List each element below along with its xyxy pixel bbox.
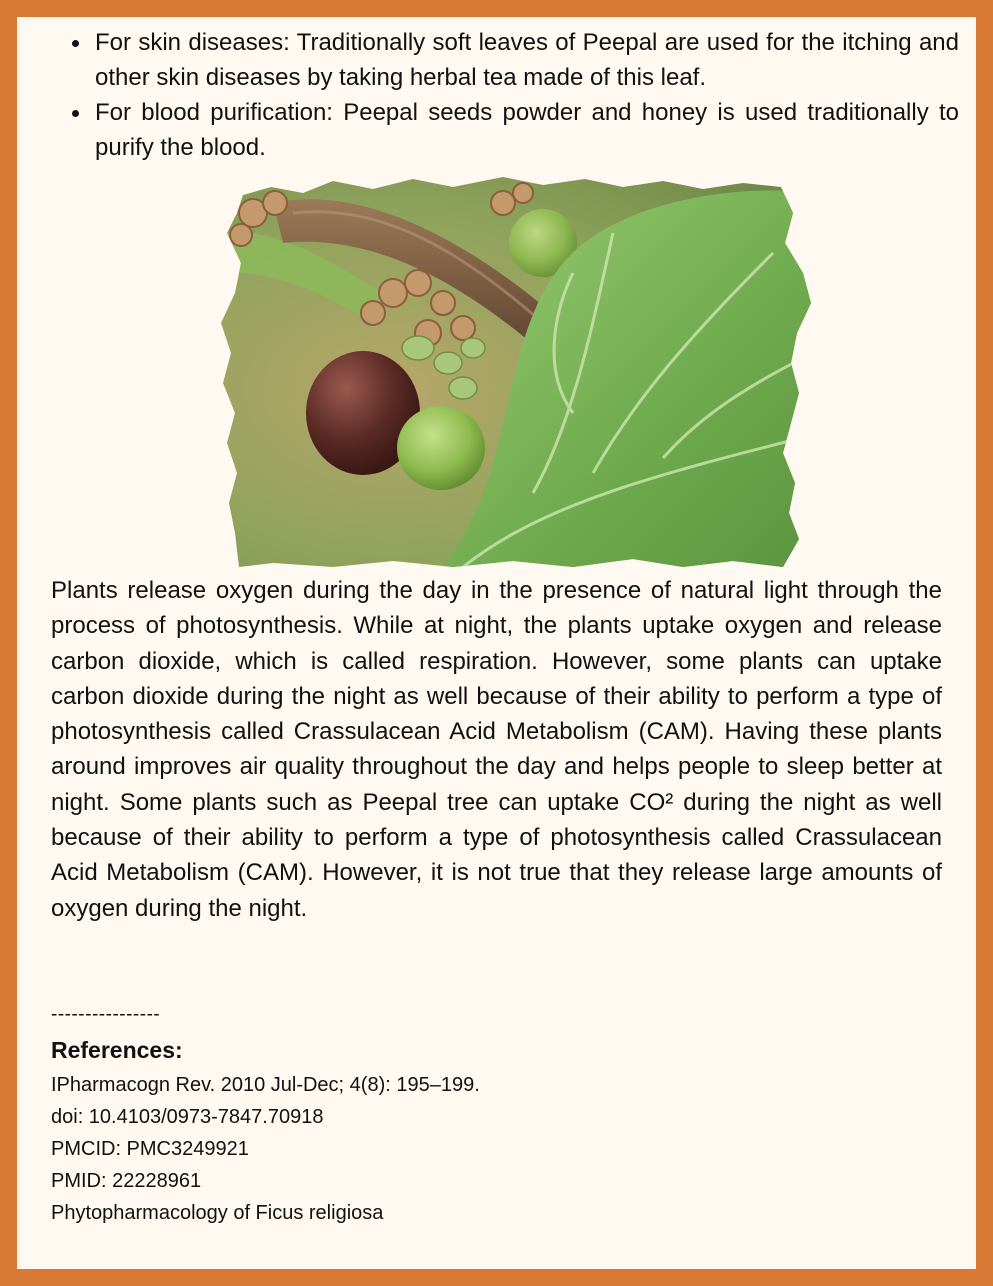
- bullet-blood-purification: For blood purification: Peepal seeds powder and honey is used traditionally to purify the blood.: [51, 95, 959, 165]
- reference-pmcid: PMCID: PMC3249921: [51, 1138, 249, 1160]
- divider: ----------------: [51, 1004, 161, 1025]
- reference-pmid: PMID: 22228961: [51, 1170, 202, 1192]
- references-list: [51, 1069, 480, 1229]
- reference-journal: IPharmacogn Rev. 2010 Jul-Dec; 4(8): 195–199.: [51, 1074, 480, 1096]
- peepal-fruit-and-leaf-photo: [213, 173, 813, 567]
- document-page: [17, 17, 976, 1269]
- bullet-skin-diseases: For skin diseases: Traditionally soft leaves of Peepal are used for the itching and other skin diseases by taking herbal tea made of this leaf.: [51, 25, 959, 95]
- references-heading: References:: [51, 1037, 183, 1063]
- reference-doi: doi: 10.4103/0973-7847.70918: [51, 1106, 324, 1128]
- reference-title: Phytopharmacology of Ficus religiosa: [51, 1202, 384, 1224]
- bullet-list: [51, 25, 959, 165]
- body-paragraph: Plants release oxygen during the day in the presence of natural light through the process of photosynthesis. While at night, the plants uptake oxygen and release carbon dioxide, which is called respiration. However, some plants can uptake carbon dioxide during the night as well because of their ability to perform a type of photosynthesis called Crassulacean Acid Metabolism (CAM). Having these plants around improves air quality throughout the day and helps people to sleep better at night. Some plants such as Peepal tree can uptake CO² during the night as well because of their ability to perform a type of photosynthesis called Crassulacean Acid Metabolism (CAM). However, it is not true that they release large amounts of oxygen during the night.: [51, 577, 942, 922]
